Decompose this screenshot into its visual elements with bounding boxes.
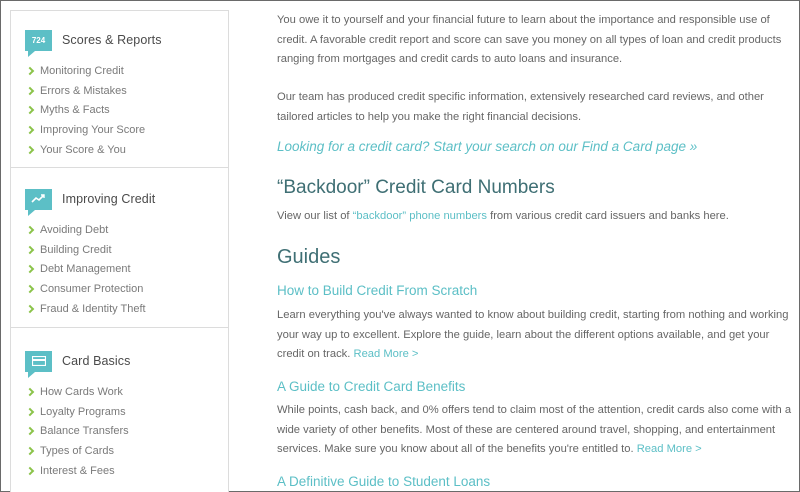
chevron-right-icon	[26, 285, 34, 293]
backdoor-numbers-link[interactable]: “backdoor” phone numbers	[352, 210, 487, 222]
sidebar-item-improving-score[interactable]	[25, 120, 228, 140]
sidebar-section-improving	[11, 168, 228, 328]
chevron-right-icon	[26, 86, 34, 94]
sidebar-item-fraud-identity-theft[interactable]	[25, 299, 228, 319]
sidebar-item-label: Errors & Mistakes	[40, 84, 127, 97]
read-more-link[interactable]: Read More >	[353, 348, 419, 361]
sidebar-item-label: Balance Transfers	[40, 425, 129, 438]
sidebar-item-label: Interest & Fees	[40, 464, 115, 477]
guides-heading: Guides	[277, 246, 341, 268]
sidebar-list	[25, 220, 228, 318]
sidebar-item-label: Building Credit	[40, 243, 112, 256]
sidebar-section-title: Scores & Reports	[62, 33, 162, 47]
chevron-right-icon	[26, 145, 34, 153]
team-paragraph: Our team has produced credit specific information, extensively researched card reviews, and other tailored articles to help you make the right financial decisions.	[277, 91, 764, 123]
sidebar-section-header[interactable]	[25, 184, 228, 214]
sidebar-item-label: Monitoring Credit	[40, 64, 124, 77]
guide-text: Learn everything you've always wanted to know about building credit, starting from nothing and working your way up to excellent. Explore the guide, learn about the different options available, and get your credit on track.	[277, 309, 789, 361]
sidebar-item-label: Fraud & Identity Theft	[40, 302, 146, 315]
sidebar-section-card-basics	[11, 328, 228, 492]
sidebar-item-errors-mistakes[interactable]	[25, 81, 228, 101]
sidebar-item-balance-transfers[interactable]	[25, 421, 228, 441]
sidebar-item-consumer-protection[interactable]	[25, 279, 228, 299]
sidebar-item-label: How Cards Work	[40, 385, 123, 398]
chevron-right-icon	[26, 245, 34, 253]
backdoor-text-post: from various credit card issuers and banks here.	[486, 210, 729, 222]
sidebar-item-label: Your Score & You	[40, 143, 126, 156]
find-a-card-link[interactable]: Looking for a credit card? Start your search on our Find a Card page »	[277, 139, 698, 154]
chevron-right-icon	[26, 106, 34, 114]
guide-title-card-benefits[interactable]: A Guide to Credit Card Benefits	[277, 379, 466, 394]
sidebar-section-header[interactable]	[25, 25, 228, 55]
chevron-right-icon	[26, 265, 34, 273]
sidebar-item-types-of-cards[interactable]	[25, 441, 228, 461]
chevron-right-icon	[26, 447, 34, 455]
sidebar-item-monitoring-credit[interactable]	[25, 61, 228, 81]
sidebar-item-building-credit[interactable]	[25, 240, 228, 260]
guide-description	[277, 306, 799, 365]
backdoor-text-pre: View our list of	[277, 210, 353, 222]
sidebar-section-scores	[11, 11, 228, 168]
chevron-right-icon	[26, 304, 34, 312]
sidebar-section-title: Card Basics	[62, 354, 131, 368]
trend-chart-icon	[25, 189, 52, 210]
score-badge-label: 724	[31, 35, 46, 45]
sidebar-item-label: Improving Your Score	[40, 123, 146, 136]
sidebar-item-label: Avoiding Debt	[40, 223, 109, 236]
sidebar-item-loyalty-programs[interactable]	[25, 402, 228, 422]
chevron-right-icon	[26, 427, 34, 435]
chevron-right-icon	[26, 407, 34, 415]
sidebar-item-myths-facts[interactable]	[25, 100, 228, 120]
backdoor-paragraph	[277, 207, 729, 227]
guide-text: While points, cash back, and 0% offers tend to claim most of the attention, credit cards also come with a wide variety of other benefits. Most of these are centered around travel, shopping, and entertainment services. Make sure you know about all of the benefits you're entitled to.	[277, 404, 792, 456]
sidebar-item-your-score[interactable]	[25, 140, 228, 160]
chevron-right-icon	[26, 67, 34, 75]
sidebar-item-interest-fees[interactable]	[25, 461, 228, 481]
sidebar-item-label: Types of Cards	[40, 444, 114, 457]
sidebar-item-avoiding-debt[interactable]	[25, 220, 228, 240]
credit-card-icon	[25, 351, 52, 372]
backdoor-heading: “Backdoor” Credit Card Numbers	[277, 177, 555, 198]
guide-description	[277, 401, 799, 460]
chevron-right-icon	[26, 226, 34, 234]
intro-paragraph: You owe it to yourself and your financial future to learn about the importance and responsible use of credit. A favorable credit report and score can save you money on all types of loan and credit products ranging from mortgages and credit cards to auto loans and insurance.	[277, 14, 782, 66]
sidebar-section-title: Improving Credit	[62, 192, 156, 206]
sidebar-item-label: Debt Management	[40, 263, 131, 276]
sidebar-item-debt-management[interactable]	[25, 259, 228, 279]
sidebar-item-label: Consumer Protection	[40, 282, 144, 295]
sidebar-list	[25, 382, 228, 480]
read-more-link[interactable]: Read More >	[636, 443, 702, 456]
guide-title-build-credit[interactable]: How to Build Credit From Scratch	[277, 283, 478, 298]
sidebar-item-how-cards-work[interactable]	[25, 382, 228, 402]
sidebar	[10, 10, 229, 492]
sidebar-section-header[interactable]	[25, 346, 228, 376]
chevron-right-icon	[26, 466, 34, 474]
chevron-right-icon	[26, 388, 34, 396]
score-724-icon	[25, 30, 52, 51]
sidebar-list	[25, 61, 228, 159]
sidebar-item-label: Myths & Facts	[40, 104, 110, 117]
chevron-right-icon	[26, 126, 34, 134]
guide-title-student-loans[interactable]: A Definitive Guide to Student Loans	[277, 474, 491, 489]
sidebar-item-label: Loyalty Programs	[40, 405, 126, 418]
